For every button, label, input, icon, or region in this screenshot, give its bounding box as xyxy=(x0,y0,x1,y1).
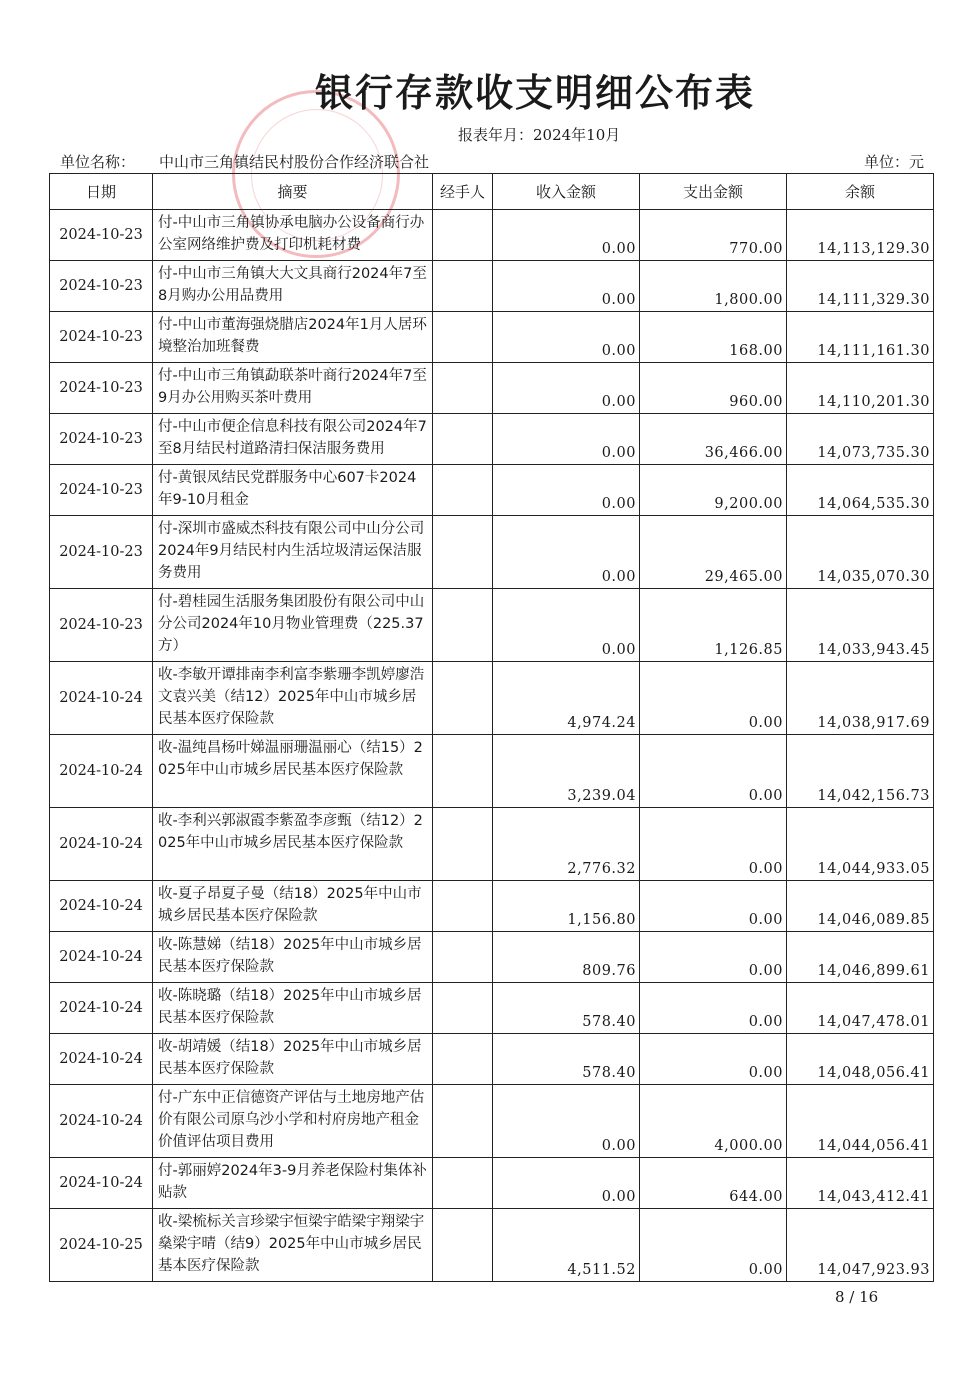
cell-summary: 付-中山市三角镇大大文具商行2024年7至8月购办公用品费用 xyxy=(153,261,433,312)
table-row xyxy=(50,881,934,932)
currency-unit: 单位：元 xyxy=(863,153,924,171)
cell-summary: 付-中山市三角镇协承电脑办公设备商行办公室网络维护费及打印机耗材费 xyxy=(153,210,433,261)
cell-date: 2024-10-24 xyxy=(50,1158,153,1209)
cell-balance: 14,043,412.41 xyxy=(787,1158,934,1209)
cell-date: 2024-10-23 xyxy=(50,516,153,589)
cell-income: 4,974.24 xyxy=(493,662,640,735)
cell-balance: 14,047,923.93 xyxy=(787,1209,934,1282)
cell-date: 2024-10-24 xyxy=(50,662,153,735)
cell-summary: 收-梁梳标关言珍梁宇恒梁宇皓梁宇翔梁宇燊梁宇晴（结9）2025年中山市城乡居民基本医疗保险款 xyxy=(153,1209,433,1282)
cell-date: 2024-10-23 xyxy=(50,414,153,465)
cell-balance: 14,035,070.30 xyxy=(787,516,934,589)
cell-expense: 9,200.00 xyxy=(640,465,787,516)
cell-handler xyxy=(433,210,493,261)
cell-date: 2024-10-23 xyxy=(50,589,153,662)
cell-handler xyxy=(433,662,493,735)
cell-date: 2024-10-23 xyxy=(50,465,153,516)
table-row xyxy=(50,312,934,363)
cell-expense: 4,000.00 xyxy=(640,1085,787,1158)
cell-summary: 收-夏子昂夏子曼（结18）2025年中山市城乡居民基本医疗保险款 xyxy=(153,881,433,932)
cell-expense: 1,800.00 xyxy=(640,261,787,312)
cell-handler xyxy=(433,363,493,414)
cell-handler xyxy=(433,735,493,808)
cell-date: 2024-10-24 xyxy=(50,932,153,983)
cell-date: 2024-10-23 xyxy=(50,261,153,312)
cell-income: 4,511.52 xyxy=(493,1209,640,1282)
cell-handler xyxy=(433,808,493,881)
cell-income: 578.40 xyxy=(493,1034,640,1085)
cell-summary: 付-中山市董海强烧腊店2024年1月人居环境整治加班餐费 xyxy=(153,312,433,363)
cell-summary: 付-黄银凤结民党群服务中心607卡2024年9-10月租金 xyxy=(153,465,433,516)
cell-handler xyxy=(433,983,493,1034)
header-handler: 经手人 xyxy=(433,174,493,210)
cell-income: 2,776.32 xyxy=(493,808,640,881)
cell-income: 0.00 xyxy=(493,363,640,414)
cell-expense: 0.00 xyxy=(640,932,787,983)
table-row xyxy=(50,465,934,516)
cell-date: 2024-10-23 xyxy=(50,312,153,363)
cell-expense: 0.00 xyxy=(640,983,787,1034)
cell-income: 0.00 xyxy=(493,1085,640,1158)
cell-date: 2024-10-25 xyxy=(50,1209,153,1282)
table-row xyxy=(50,363,934,414)
cell-handler xyxy=(433,1209,493,1282)
cell-income: 0.00 xyxy=(493,465,640,516)
unit-name-line xyxy=(60,151,429,172)
cell-handler xyxy=(433,414,493,465)
cell-balance: 14,113,129.30 xyxy=(787,210,934,261)
transaction-table xyxy=(49,173,934,1282)
cell-handler xyxy=(433,312,493,363)
cell-expense: 0.00 xyxy=(640,808,787,881)
cell-date: 2024-10-24 xyxy=(50,808,153,881)
cell-balance: 14,044,933.05 xyxy=(787,808,934,881)
cell-expense: 1,126.85 xyxy=(640,589,787,662)
table-row xyxy=(50,983,934,1034)
cell-summary: 付-中山市便企信息科技有限公司2024年7至8月结民村道路清扫保洁服务费用 xyxy=(153,414,433,465)
cell-summary: 收-温纯昌杨叶娣温丽珊温丽心（结15）2025年中山市城乡居民基本医疗保险款 xyxy=(153,735,433,808)
cell-date: 2024-10-23 xyxy=(50,363,153,414)
cell-handler xyxy=(433,1085,493,1158)
page-title: 银行存款收支明细公布表 xyxy=(314,71,755,115)
cell-summary: 收-李利兴郭淑霞李紫盈李彦甄（结12）2025年中山市城乡居民基本医疗保险款 xyxy=(153,808,433,881)
table-row xyxy=(50,210,934,261)
table-header-row xyxy=(50,174,934,210)
cell-income: 0.00 xyxy=(493,1158,640,1209)
cell-handler xyxy=(433,1034,493,1085)
cell-balance: 14,064,535.30 xyxy=(787,465,934,516)
cell-balance: 14,111,161.30 xyxy=(787,312,934,363)
cell-date: 2024-10-24 xyxy=(50,735,153,808)
cell-income: 0.00 xyxy=(493,516,640,589)
cell-expense: 960.00 xyxy=(640,363,787,414)
unit-name-label: 单位名称： xyxy=(60,153,136,171)
header-date: 日期 xyxy=(50,174,153,210)
cell-expense: 36,466.00 xyxy=(640,414,787,465)
report-period: 报表年月：2024年10月 xyxy=(458,126,621,144)
table-row xyxy=(50,516,934,589)
header-expense: 支出金额 xyxy=(640,174,787,210)
cell-income: 0.00 xyxy=(493,210,640,261)
page-number: 8 / 16 xyxy=(835,1288,879,1306)
table-row xyxy=(50,932,934,983)
cell-summary: 付-深圳市盛威杰科技有限公司中山分公司2024年9月结民村内生活垃圾清运保洁服务费用 xyxy=(153,516,433,589)
cell-balance: 14,033,943.45 xyxy=(787,589,934,662)
cell-handler xyxy=(433,589,493,662)
cell-income: 0.00 xyxy=(493,414,640,465)
table-row xyxy=(50,1085,934,1158)
cell-handler xyxy=(433,881,493,932)
cell-balance: 14,111,329.30 xyxy=(787,261,934,312)
cell-balance: 14,048,056.41 xyxy=(787,1034,934,1085)
cell-income: 0.00 xyxy=(493,312,640,363)
cell-income: 578.40 xyxy=(493,983,640,1034)
cell-handler xyxy=(433,516,493,589)
cell-balance: 14,038,917.69 xyxy=(787,662,934,735)
table-row xyxy=(50,1158,934,1209)
cell-handler xyxy=(433,932,493,983)
table-row xyxy=(50,1209,934,1282)
cell-income: 809.76 xyxy=(493,932,640,983)
cell-income: 3,239.04 xyxy=(493,735,640,808)
cell-summary: 收-陈慧娣（结18）2025年中山市城乡居民基本医疗保险款 xyxy=(153,932,433,983)
header-balance: 余额 xyxy=(787,174,934,210)
cell-summary: 付-广东中正信德资产评估与土地房地产估价有限公司原乌沙小学和村府房地产租金价值评估项目费用 xyxy=(153,1085,433,1158)
cell-expense: 29,465.00 xyxy=(640,516,787,589)
cell-summary: 付-中山市三角镇勐联茶叶商行2024年7至9月办公用购买茶叶费用 xyxy=(153,363,433,414)
cell-balance: 14,110,201.30 xyxy=(787,363,934,414)
table-row xyxy=(50,1034,934,1085)
cell-balance: 14,046,899.61 xyxy=(787,932,934,983)
cell-summary: 付-碧桂园生活服务集团股份有限公司中山分公司2024年10月物业管理费（225.37方） xyxy=(153,589,433,662)
cell-income: 0.00 xyxy=(493,589,640,662)
unit-name-value: 中山市三角镇结民村股份合作经济联合社 xyxy=(159,153,430,171)
cell-expense: 0.00 xyxy=(640,662,787,735)
table-row xyxy=(50,589,934,662)
cell-date: 2024-10-23 xyxy=(50,210,153,261)
cell-income: 1,156.80 xyxy=(493,881,640,932)
cell-balance: 14,073,735.30 xyxy=(787,414,934,465)
table-row xyxy=(50,735,934,808)
cell-handler xyxy=(433,465,493,516)
table-row xyxy=(50,414,934,465)
cell-summary: 收-李敏开谭排南李利富李紫珊李凯婷廖浩文袁兴美（结12）2025年中山市城乡居民基本医疗保险款 xyxy=(153,662,433,735)
cell-date: 2024-10-24 xyxy=(50,1034,153,1085)
table-row xyxy=(50,662,934,735)
cell-handler xyxy=(433,1158,493,1209)
header-summary: 摘要 xyxy=(153,174,433,210)
cell-balance: 14,042,156.73 xyxy=(787,735,934,808)
cell-expense: 770.00 xyxy=(640,210,787,261)
cell-expense: 0.00 xyxy=(640,1034,787,1085)
cell-summary: 付-郭丽婷2024年3-9月养老保险村集体补贴款 xyxy=(153,1158,433,1209)
cell-expense: 168.00 xyxy=(640,312,787,363)
cell-date: 2024-10-24 xyxy=(50,1085,153,1158)
header-income: 收入金额 xyxy=(493,174,640,210)
cell-expense: 0.00 xyxy=(640,1209,787,1282)
cell-expense: 0.00 xyxy=(640,881,787,932)
cell-handler xyxy=(433,261,493,312)
cell-income: 0.00 xyxy=(493,261,640,312)
cell-date: 2024-10-24 xyxy=(50,881,153,932)
cell-expense: 0.00 xyxy=(640,735,787,808)
cell-summary: 收-胡靖媛（结18）2025年中山市城乡居民基本医疗保险款 xyxy=(153,1034,433,1085)
cell-expense: 644.00 xyxy=(640,1158,787,1209)
cell-balance: 14,044,056.41 xyxy=(787,1085,934,1158)
cell-date: 2024-10-24 xyxy=(50,983,153,1034)
table-row xyxy=(50,261,934,312)
cell-balance: 14,047,478.01 xyxy=(787,983,934,1034)
cell-balance: 14,046,089.85 xyxy=(787,881,934,932)
cell-summary: 收-陈晓璐（结18）2025年中山市城乡居民基本医疗保险款 xyxy=(153,983,433,1034)
table-row xyxy=(50,808,934,881)
